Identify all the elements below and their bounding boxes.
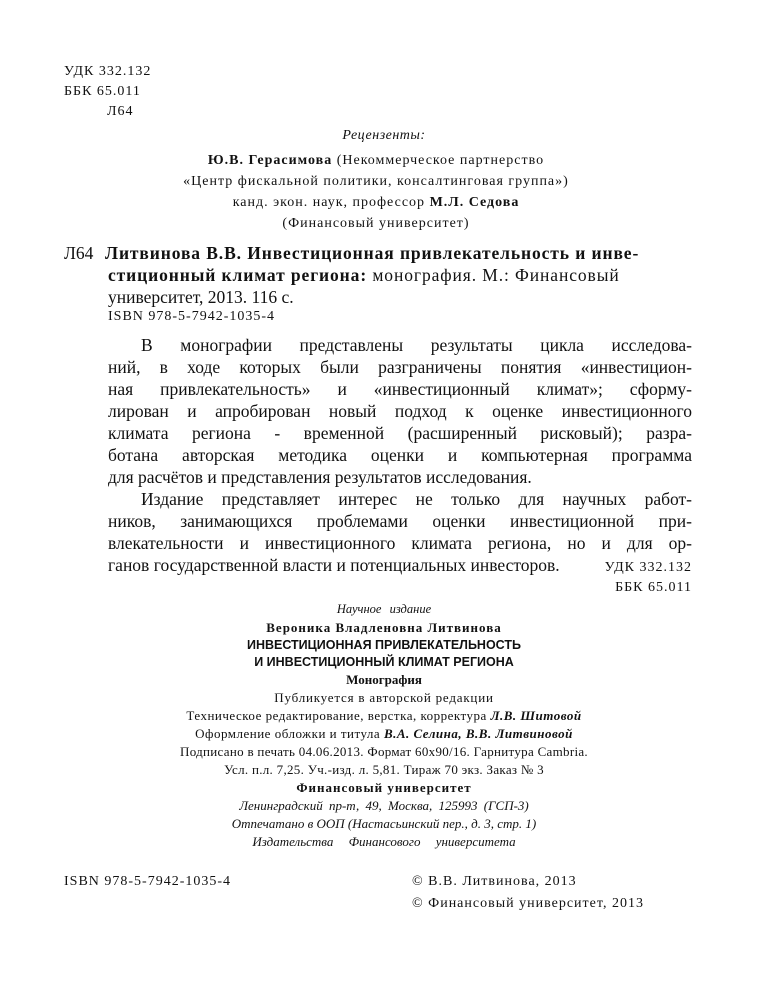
tech-editing-line [0,708,768,724]
cover-design-label: Оформление обложки и титула [195,726,384,741]
copyright-author: © В.В. Литвинова, 2013 [412,874,577,889]
abstract-p2-line: Издание представляет интерес не только для научных работ- [141,489,692,509]
abstract-p1-line: ний, в ходе которых были разграничены понятия «инвестицион- [108,357,692,377]
edition-note: Публикуется в авторской редакции [274,690,494,705]
reviewer-2-title: канд. экон. наук, профессор [232,195,430,210]
print-info-line-2: Усл. п.л. 7,25. Уч.-изд. л. 5,81. Тираж 70 экз. Заказ № 3 [224,762,544,777]
abstract-p1-line: ная привлекательность» и «инвестиционный климат»; сформу- [108,379,692,399]
reviewer-line-1 [0,153,760,169]
abstract-p2-line: ников, занимающихся проблемами оценки инвестиционной при- [108,511,692,531]
imprint-author: Вероника Владленовна Литвинова [266,620,502,635]
tech-editing-label: Техническое редактирование, верстка, корректура [186,708,491,723]
udk-code-top: УДК 332.132 [64,64,152,79]
imprint-genre: Монография [346,672,422,687]
abstract-p1-line: ботана авторская методика оценки и компьютерная программа [108,445,692,465]
footer-isbn: ISBN 978-5-7942-1035-4 [64,874,232,889]
tech-editor-name: Л.В. Шитовой [490,708,582,723]
reviewer-2-name: М.Л. Седова [429,195,520,210]
abstract-p1-line: климата региона - временной (расширенный рисковый); разра- [108,423,692,443]
bibliography-isbn: ISBN 978-5-7942-1035-4 [108,309,276,324]
reviewers-heading: Рецензенты: [342,128,426,143]
book-publisher-info: монография. М.: Финансовый [367,265,620,285]
print-info-line-1: Подписано в печать 04.06.2013. Формат 60x90/16. Гарнитура Cambria. [180,744,588,759]
publishing-house: Издательства Финансового университета [252,834,516,849]
abstract-p1-line: В монографии представлены результаты цикла исследова- [141,335,692,355]
copyright-university: © Финансовый университет, 2013 [412,896,644,911]
bibliography-line-3: университет, 2013. 116 с. [108,287,294,307]
abstract-p1-line: для расчётов и представления результатов исследования. [108,467,532,487]
reviewer-1-affiliation: (Некоммерческое партнерство [332,153,545,168]
cover-designer-names: В.А. Селина, В.В. Литвиновой [383,726,573,741]
bbk-code-top: ББК 65.011 [64,84,141,99]
abstract-p2-line: ганов государственной власти и потенциальных инвесторов. [108,555,560,575]
imprint-title-2: И ИНВЕСТИЦИОННЫЙ КЛИМАТ РЕГИОНА [254,655,514,669]
author-sign-top: Л64 [107,104,134,119]
bibliography-line-1: Литвинова В.В. Инвестиционная привлекательность и инве- [105,243,640,263]
abstract-p2-line: влекательности и инвестиционного климата региона, но и для ор- [108,533,692,553]
abstract-p1-line: лирован и апробирован новый подход к оценке инвестиционного [108,401,692,421]
bibliography-line-2 [108,264,620,286]
book-title-end: стиционный климат региона: [108,265,368,285]
publisher-address: Ленинградский пр-т, 49, Москва, 125993 (ГСП-3) [239,798,529,813]
printing-house: Отпечатано в ООП (Настасьинский пер., д. 3, стр. 1) [231,816,537,831]
cover-design-line [0,726,768,742]
imprint-title-1: ИНВЕСТИЦИОННАЯ ПРИВЛЕКАТЕЛЬНОСТЬ [246,638,522,652]
bibliography-sign: Л64 [64,243,94,263]
publication-type: Научное издание [336,602,432,616]
reviewer-line-2: «Центр фискальной политики, консалтинговая группа») [183,174,569,189]
reviewer-line-4: (Финансовый университет) [282,216,470,231]
abstract [108,334,692,576]
reviewer-line-3 [0,195,760,211]
bbk-code-bottom: ББК 65.011 [615,580,692,595]
publisher-name: Финансовый университет [296,780,472,795]
udk-code-bottom: УДК 332.132 [604,560,692,575]
reviewer-1-name: Ю.В. Герасимова [207,153,333,168]
